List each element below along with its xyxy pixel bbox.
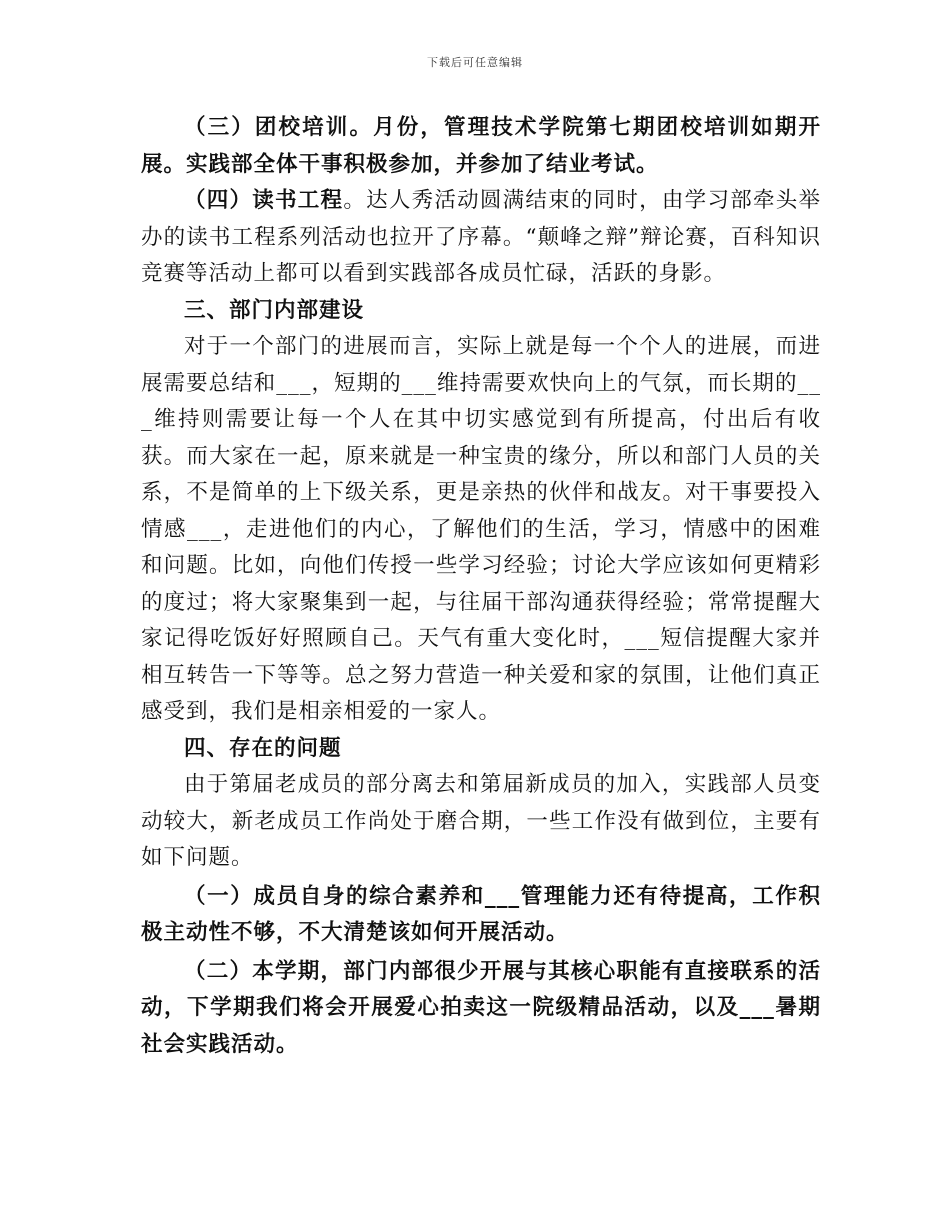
- document-body: [141, 110, 821, 1063]
- paragraph-body: 。达人秀活动圆满结束的同时，由学习部牵头举办的读书工程系列活动也拉开了序幕。“颠峰之辩”辩论赛，百科知识竞赛等活动上都可以看到实践部各成员忙碌，活跃的身影。: [141, 188, 821, 286]
- paragraph-problems-intro: 由于第届老成员的部分离去和第届新成员的加入，实践部人员变动较大，新老成员工作尚处于磨合期，一些工作没有做到位，主要有如下问题。: [141, 772, 821, 870]
- paragraph-lead: （四）读书工程: [184, 188, 344, 213]
- paragraph-problem-1: （一）成员自身的综合素养和___管理能力还有待提高，工作积极主动性不够，不大清楚该如何开展活动。: [141, 883, 821, 945]
- paragraph-problem-2: （二）本学期，部门内部很少开展与其核心职能有直接联系的活动，下学期我们将会开展爱心拍卖这一院级精品活动，以及___暑期社会实践活动。: [141, 958, 821, 1057]
- paragraph-team-school-training: （三）团校培训。月份，管理技术学院第七期团校培训如期开展。实践部全体干事积极参加，并参加了结业考试。: [141, 115, 821, 177]
- section-heading-department-building: 三、部门内部建设: [184, 297, 365, 323]
- paragraph-department-building: 对于一个部门的进展而言，实际上就是每一个个人的进展，而进展需要总结和___，短期的___维持需要欢快向上的气氛，而长期的___维持则需要让每一个人在其中切实感觉到有所提高，付出后有收获。而大家在一起，原来就是一种宝贵的缘分，所以和部门人员的关系，不是简单的上下级关系，更是亲热的伙伴和战友。对干事要投入情感___，走进他们的内心，了解他们的生活，学习，情感中的困难和问题。比如，向他们传授一些学习经验；讨论大学应该如何更精彩的度过；将大家聚集到一起，与往届干部沟通获得经验；常常提醒大家记得吃饭好好照顾自己。天气有重大变化时，___短信提醒大家并相互转告一下等等。总之努力营造一种关爱和家的氛围，让他们真正感受到，我们是相亲相爱的一家人。: [141, 334, 821, 724]
- page-header: 下载后可任意编辑: [427, 56, 523, 69]
- section-heading-existing-problems: 四、存在的问题: [184, 735, 342, 761]
- paragraph-reading-project: [141, 183, 821, 293]
